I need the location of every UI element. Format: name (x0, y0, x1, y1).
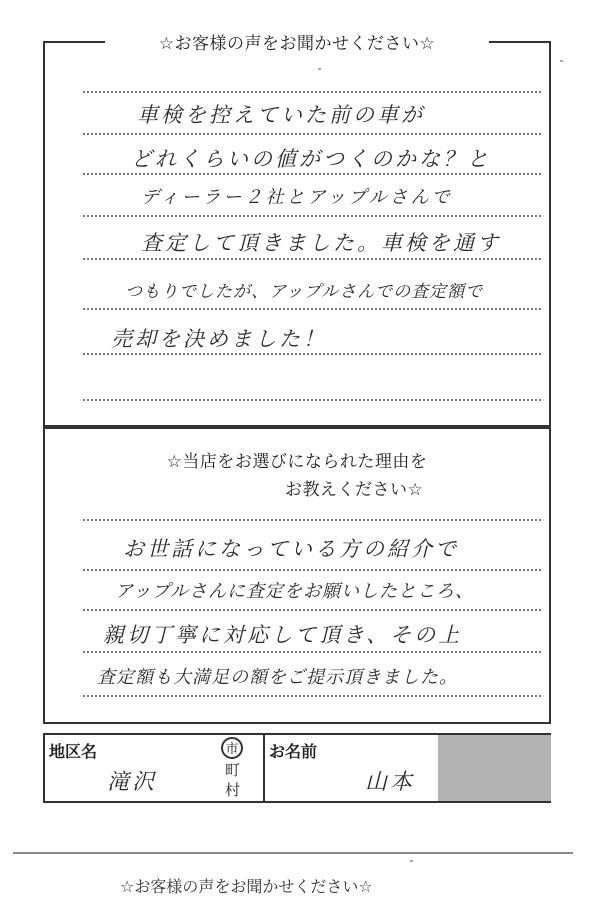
dotted-rule (83, 173, 541, 175)
dotted-rule (83, 308, 541, 310)
dotted-rule (83, 133, 541, 135)
dotted-rule (83, 569, 541, 571)
city-circle-mark: 市 (221, 737, 243, 759)
next-card-title: ☆お客様の声をお聞かせください☆ (120, 877, 373, 896)
dotted-rule (83, 353, 541, 355)
customer-voice-card (43, 34, 551, 427)
scan-speck (318, 68, 321, 70)
scan-speck (560, 60, 563, 62)
area-value: 滝沢 (107, 770, 158, 795)
dotted-rule (83, 91, 541, 93)
dotted-rule (83, 258, 541, 260)
village-label: 村 (225, 781, 241, 799)
customer-voice-title: ☆お客様の声をお聞かせください☆ (158, 34, 436, 54)
dotted-rule (83, 609, 541, 611)
name-value: 山本 (365, 770, 416, 795)
reason-title-line-2: お教えください☆ (285, 480, 424, 500)
dotted-rule (83, 399, 541, 401)
voice-line-1: 車検を控えていた前の車が (137, 103, 425, 127)
table-divider (263, 735, 265, 801)
voice-line-4: 査定して頂きました。車検を通す (141, 231, 501, 255)
voice-line-2: どれくらいの値がつくのかな？と (131, 147, 491, 171)
reason-title-line-1: ☆当店をお選びになられた理由を (166, 452, 428, 472)
dotted-rule (83, 695, 541, 697)
area-label: 地区名 (49, 742, 98, 761)
name-label: お名前 (269, 742, 318, 761)
voice-line-5: つもりでしたが、アップルさんでの査定額で (125, 282, 484, 302)
scan-speck (410, 860, 413, 862)
dotted-rule (83, 519, 541, 521)
dotted-rule (83, 215, 541, 217)
reason-line-1: お世話になっている方の紹介で (123, 537, 459, 561)
voice-line-6: 売却を決めました！ (111, 327, 327, 351)
town-label: 町 (225, 761, 241, 779)
reason-card (43, 427, 551, 724)
next-card-border (13, 852, 573, 854)
voice-line-3: ディーラー２社とアップルさんで (141, 187, 453, 208)
customer-info-table (43, 733, 551, 803)
redacted-block (438, 735, 551, 801)
reason-line-4: 査定額も大満足の額をご提示頂きました。 (97, 667, 458, 688)
reason-line-2: アップルさんに査定をお願いしたところ、 (115, 581, 475, 602)
reason-line-3: 親切丁寧に対応して頂き、その上 (103, 623, 463, 647)
dotted-rule (83, 651, 541, 653)
